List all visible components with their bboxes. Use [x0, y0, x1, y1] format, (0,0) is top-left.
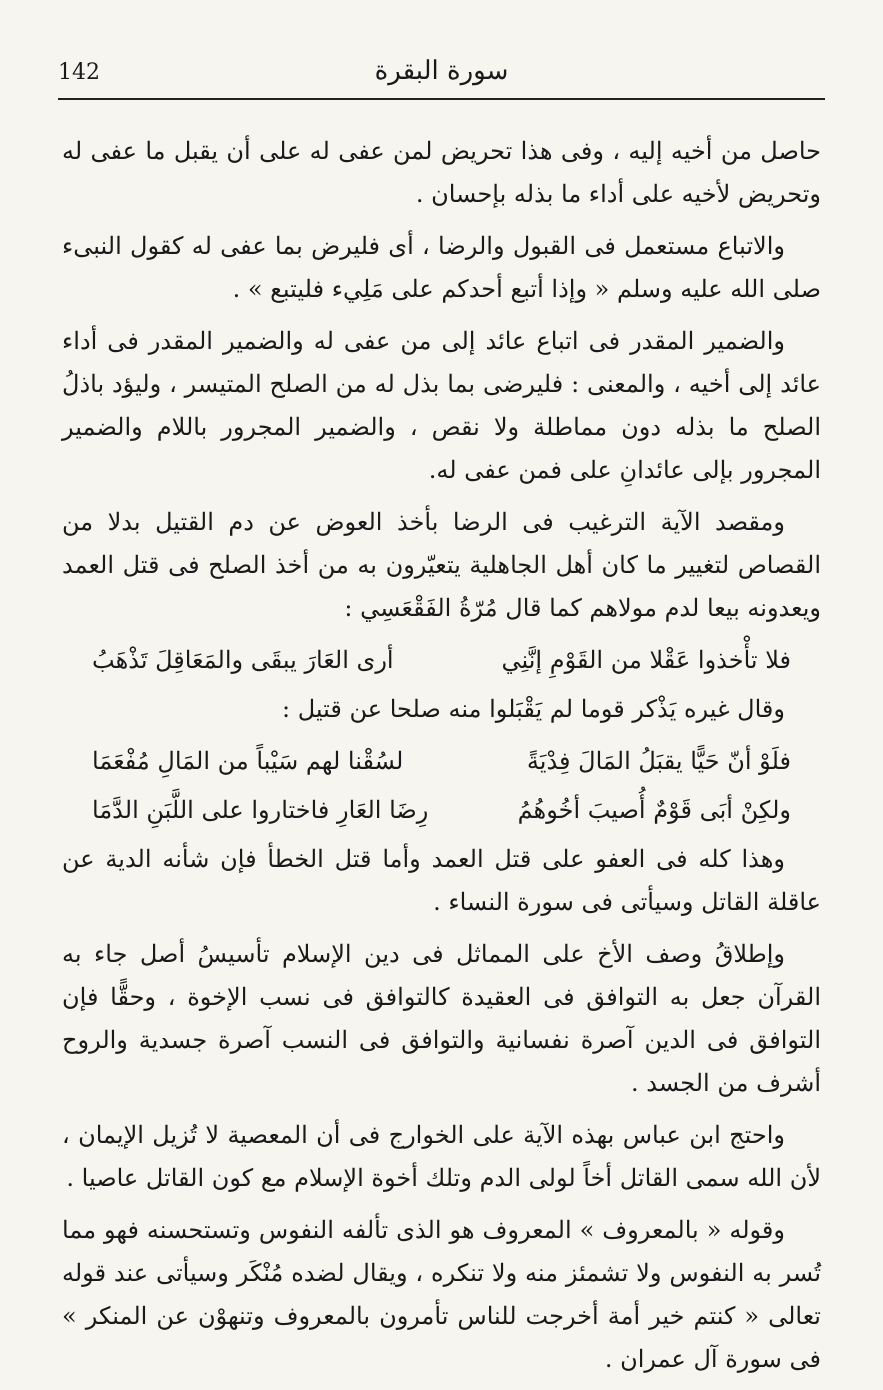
verse-line-2 [62, 740, 821, 783]
verse-3-first-hemistich: ولكِنْ أبَى قَوْمٌ أُصيبَ أخُوهُمُ [517, 796, 791, 824]
verse-1-second-hemistich: أرى العَارَ يبقَى والمَعَاقِلَ تَذْهَبُ [92, 646, 394, 674]
paragraph-4: ومقصد الآية الترغيب فى الرضا بأخذ العوض عن دم القتيل بدلا من القصاص لتغيير ما كان أهل الجاهلية يتعيّرون به من أخذ الصلح فى قتل العمد ويعدونه بيعا لدم مولاهم كما قال مُرّةُ الفَقْعَسِي : [62, 508, 821, 622]
paragraph-5: وقال غيره يَذْكر قوما لم يَقْبَلوا منه صلحا عن قتيل : [282, 695, 785, 723]
paragraph-3: والضمير المقدر فى اتباع عائد إلى من عفى له والضمير المقدر فى أداء عائد إلى أخيه ، والمعنى : فليرضى بما بذل له من الصلح المتيسر ، وليؤد باذلُ الصلح ما بذله دون مماطلة ولا نقص ، والضمير المجرور باللام والضمير المجرور بإلى عائدانِ على فمن عفى له. [62, 327, 822, 484]
verse-3-second-hemistich: رِضَا العَارِ فاختاروا على اللَّبَنِ الدَّمَا [92, 796, 429, 824]
verse-line-3 [62, 789, 821, 832]
paragraph-9: وقوله « بالمعروف » المعروف هو الذى تألفه النفوس وتستحسنه فهو مما تُسر به النفوس ولا تشمئز منه ولا تنكره ، ويقال لضده مُنْكَر وسيأتى عند قوله تعالى « كنتم خير أمة أخرجت للناس تأمرون بالمعروف وتنهوْن عن المنكر » فى سورة آل عمران . [62, 1216, 821, 1373]
page-header [58, 54, 825, 100]
page-body [62, 130, 821, 1390]
paragraph-1: حاصل من أخيه إليه ، وفى هذا تحريض لمن عفى له على أن يقبل ما عفى له وتحريض لأخيه على أداء ما بذله بإحسان . [62, 137, 821, 208]
verse-2-first-hemistich: فلَوْ أنّ حَيًّا يقبَلُ المَالَ فِدْيَةً [526, 747, 791, 775]
paragraph-2: والاتباع مستعمل فى القبول والرضا ، أى فليرض بما عفى له كقول النبىء صلى الله عليه وسلم « وإذا أتبع أحدكم على مَلِيء فليتبع » . [62, 232, 821, 303]
paragraph-8: واحتج ابن عباس بهذه الآية على الخوارج فى أن المعصية لا تُزيل الإيمان ، لأن الله سمى القاتل أخاً لولى الدم وتلك أخوة الإسلام مع كون القاتل عاصيا . [62, 1121, 821, 1192]
verse-2-second-hemistich: لسُقْنا لهم سَيْباً من المَالِ مُفْعَمَا [92, 747, 404, 775]
page-number: 142 [58, 60, 100, 85]
verse-line-1 [62, 639, 821, 682]
paragraph-6: وهذا كله فى العفو على قتل العمد وأما قتل الخطأ فإن شأنه الدية عن عاقلة القاتل وسيأتى فى سورة النساء . [62, 845, 821, 916]
paragraph-7: وإطلاقُ وصف الأخ على المماثل فى دين الإسلام تأسيسُ أصل جاء به القرآن جعل به التوافق فى العقيدة كالتوافق فى نسب الإخوة ، وحقًّا فإن التوافق فى الدين آصرة نفسانية والتوافق فى النسب آصرة جسدية والروح أشرف من الجسد . [62, 940, 821, 1097]
surah-title: سورة البقرة [374, 56, 509, 86]
verse-1-first-hemistich: فلا تأْخذوا عَقْلا من القَوْمِ إنَّنِي [501, 646, 791, 674]
